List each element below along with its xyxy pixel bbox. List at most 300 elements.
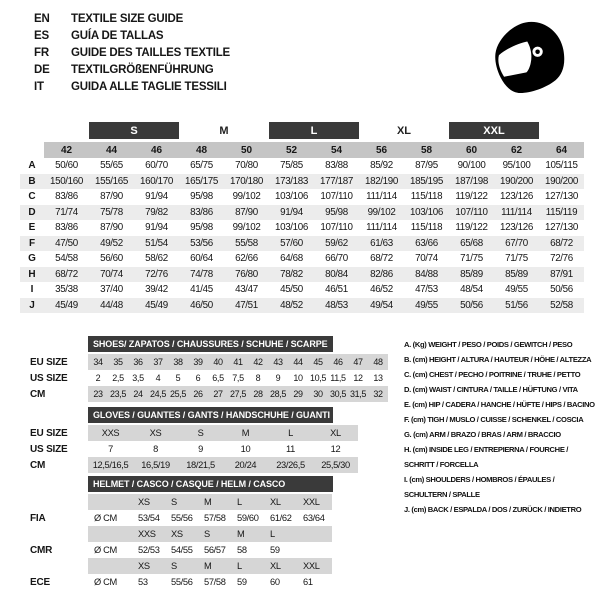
- size-group-XL: XL: [396, 124, 412, 137]
- size-cell: 107/110: [455, 206, 488, 218]
- helmet-icon: [486, 12, 572, 107]
- legend-item: I. (cm) SHOULDERS / HOMBROS / ÉPAULES / SCHULTERN / SPALLE: [404, 475, 555, 499]
- size-cell: 60/70: [145, 160, 168, 172]
- cell: 34: [88, 354, 108, 370]
- cell-prefix: Ø CM: [94, 577, 117, 587]
- size-number-cell: 50: [224, 142, 269, 158]
- helmet-row-cmr: [20, 542, 332, 558]
- table-row-us-size: [20, 370, 388, 386]
- helmet-title-wrap: [88, 476, 332, 493]
- row-label: CMR: [30, 544, 53, 556]
- cell-prefix: [88, 558, 134, 574]
- size-row-H: [20, 267, 584, 283]
- cell: 12,5/16,5: [88, 457, 133, 473]
- size-cell: 95/98: [190, 191, 213, 203]
- size-cell: 115/118: [410, 191, 443, 203]
- cell: S: [178, 425, 223, 441]
- size-group-M: M: [219, 124, 229, 137]
- size-cell: 47/51: [235, 299, 258, 311]
- cell: 20/24: [223, 457, 268, 473]
- size-cell: 185/195: [410, 175, 443, 187]
- size-row-F: [20, 236, 584, 252]
- size-cell: 71/75: [505, 253, 528, 265]
- cell: 10: [240, 444, 251, 454]
- cell: M: [223, 425, 268, 441]
- size-cell: 95/98: [325, 206, 348, 218]
- cell: 36: [128, 354, 148, 370]
- cell: L: [233, 494, 266, 510]
- size-cell: 50/60: [55, 160, 78, 172]
- cell: 45: [308, 354, 328, 370]
- cell: 30: [308, 386, 328, 402]
- spacer: [20, 407, 88, 424]
- size-cell: 75/78: [100, 206, 123, 218]
- size-cell: 87/95: [415, 160, 438, 172]
- cell: 54/55: [171, 545, 193, 555]
- size-cell: 115/118: [410, 222, 443, 234]
- size-cell: 182/190: [365, 175, 398, 187]
- size-cell: 87/90: [100, 191, 123, 203]
- cell: 28: [248, 386, 268, 402]
- cell: XS: [134, 494, 167, 510]
- cell: 32: [368, 386, 388, 402]
- size-row-G: [20, 251, 584, 267]
- cell: S: [167, 558, 200, 574]
- size-cell: 46/51: [325, 284, 348, 296]
- cell: 43: [268, 354, 288, 370]
- shoes-title-wrap: [88, 336, 388, 353]
- cell: XXL: [299, 558, 332, 574]
- size-cell: 87/90: [235, 206, 258, 218]
- size-cell: 111/114: [366, 222, 397, 234]
- size-cell: 99/102: [367, 206, 396, 218]
- size-cell: 83/88: [325, 160, 348, 172]
- cell: XL: [313, 425, 358, 441]
- helmet-size-row: [20, 558, 332, 574]
- size-cell: 123/126: [500, 222, 533, 234]
- size-cell: 58/62: [145, 253, 168, 265]
- helmet-row-fia: [20, 510, 332, 526]
- size-row-B: [20, 174, 584, 190]
- size-cell: 84/88: [415, 268, 438, 280]
- size-cell: 46/52: [370, 284, 393, 296]
- size-letter-row: [20, 122, 584, 142]
- size-cell: 160/170: [140, 175, 173, 187]
- size-cell: 55/58: [235, 237, 258, 249]
- size-cell: 150/160: [50, 175, 83, 187]
- cell-prefix: [88, 494, 134, 510]
- cell: 27,5: [228, 386, 248, 402]
- size-cell: 49/55: [505, 284, 528, 296]
- size-cell: 67/70: [505, 237, 528, 249]
- size-cell: 85/89: [505, 268, 528, 280]
- size-cell: 99/102: [232, 191, 261, 203]
- size-number-cell: 64: [539, 142, 584, 158]
- cell: 63/64: [303, 513, 325, 523]
- size-cell: 65/75: [190, 160, 213, 172]
- size-row-label: J: [29, 299, 35, 311]
- legend-item: H. (cm) INSIDE LEG / ENTREPIERNA / FOURCHE / SCHRITT / FORCELLA: [404, 445, 569, 469]
- cell: 25,5/30: [313, 457, 358, 473]
- gloves-header-row: [20, 407, 358, 424]
- size-number-cell: 60: [449, 142, 494, 158]
- cell: 9: [275, 373, 281, 383]
- language-code: EN: [34, 12, 50, 25]
- cell: 59/60: [237, 513, 259, 523]
- size-row-A: [20, 158, 584, 174]
- spacer: [20, 476, 88, 493]
- size-cell: 91/94: [145, 222, 168, 234]
- cell: 25,5: [168, 386, 188, 402]
- table-row-us-size: [20, 441, 358, 457]
- cell: L: [266, 526, 299, 542]
- size-cell: 49/55: [415, 299, 438, 311]
- cell-prefix: Ø CM: [94, 545, 117, 555]
- size-number-cell: 52: [269, 142, 314, 158]
- cell: 52/53: [138, 545, 160, 555]
- size-cell: 48/54: [460, 284, 483, 296]
- cell: 56/57: [204, 545, 226, 555]
- size-cell: 111/114: [366, 191, 397, 203]
- cell: 23,5: [108, 386, 128, 402]
- gloves-title-bar: GLOVES / GUANTES / GANTS / HANDSCHUHE / GUANTI: [88, 407, 333, 423]
- cell: 18/21,5: [178, 457, 223, 473]
- size-group-blank: [44, 122, 89, 139]
- row-label: [20, 526, 88, 542]
- size-cell: 107/110: [320, 191, 353, 203]
- size-cell: 76/80: [235, 268, 258, 280]
- size-cell: 45/50: [280, 284, 303, 296]
- size-number-cell: 62: [494, 142, 539, 158]
- size-cell: 105/115: [545, 160, 578, 172]
- cell: 35: [108, 354, 128, 370]
- size-cell: 41/45: [190, 284, 213, 296]
- row-label: [20, 558, 88, 574]
- row-label: EU SIZE: [30, 427, 68, 439]
- size-cell: 37/40: [100, 284, 123, 296]
- size-cell: 47/50: [55, 237, 78, 249]
- language-code: IT: [34, 80, 44, 93]
- size-cell: 55/65: [100, 160, 123, 172]
- size-cell: 103/106: [410, 206, 443, 218]
- size-row-label: C: [28, 191, 36, 203]
- size-cell: 95/100: [502, 160, 531, 172]
- size-cell: 44/48: [100, 299, 123, 311]
- cell: M: [233, 526, 266, 542]
- gloves-rows: [20, 425, 358, 473]
- size-cell: 119/122: [455, 222, 488, 234]
- helmet-rows: [20, 494, 332, 590]
- size-row-label: G: [28, 253, 36, 265]
- cell: S: [200, 526, 233, 542]
- size-row-label: E: [28, 222, 36, 234]
- cell: L: [233, 558, 266, 574]
- size-cell: 190/200: [500, 175, 533, 187]
- helmet-size-row: [20, 526, 332, 542]
- size-cell: 85/92: [370, 160, 393, 172]
- size-table: [20, 122, 584, 313]
- size-cell: 60/64: [190, 253, 213, 265]
- size-cell: 68/72: [370, 253, 393, 265]
- cell: 31,5: [348, 386, 368, 402]
- size-cell: 90/100: [457, 160, 486, 172]
- cell: 55/56: [171, 513, 193, 523]
- legend-item: D. (cm) WAIST / CINTURA / TAILLE / HÜFTUNG / VITA: [404, 385, 578, 394]
- language-code: ES: [34, 29, 49, 42]
- shoes-header-row: [20, 336, 388, 353]
- cell: 11: [286, 444, 295, 454]
- size-cell: 43/47: [235, 284, 258, 296]
- cell: S: [167, 494, 200, 510]
- size-cell: 61/63: [370, 237, 393, 249]
- cell: 8: [255, 373, 261, 383]
- cell: 13: [373, 373, 383, 383]
- size-cell: 50/56: [460, 299, 483, 311]
- shoes-table: [20, 336, 388, 402]
- size-group-L: L: [269, 122, 359, 139]
- size-row-label: H: [28, 268, 36, 280]
- legend-item: C. (cm) CHEST / PECHO / POITRINE / TRUHE / PETTO: [404, 370, 581, 379]
- row-label: CM: [30, 459, 46, 471]
- language-code: DE: [34, 63, 50, 76]
- cell: XXS: [134, 526, 167, 542]
- cell: 39: [188, 354, 208, 370]
- table-row-cm: [20, 386, 388, 402]
- cell-prefix: [88, 526, 134, 542]
- size-number-cell: 46: [134, 142, 179, 158]
- helmet-title-bar: HELMET / CASCO / CASQUE / HELM / CASCO: [88, 476, 333, 492]
- size-row-C: [20, 189, 584, 205]
- size-cell: 79/82: [145, 206, 168, 218]
- size-row-label: F: [28, 237, 36, 249]
- cell: 23/26,5: [268, 457, 313, 473]
- size-cell: 91/94: [280, 206, 303, 218]
- cell: XS: [167, 526, 200, 542]
- size-cell: 83/86: [55, 222, 78, 234]
- cell: 10: [293, 373, 303, 383]
- legend-item: G. (cm) ARM / BRAZO / BRAS / ARM / BRACCIO: [404, 430, 561, 439]
- size-cell: 47/53: [415, 284, 438, 296]
- cell: 60: [270, 577, 280, 587]
- legend-item: J. (cm) BACK / ESPALDA / DOS / ZURÜCK / INDIETRO: [404, 505, 582, 514]
- size-cell: 155/165: [95, 175, 128, 187]
- cell: 37: [148, 354, 168, 370]
- size-cell: 127/130: [545, 222, 578, 234]
- cell: 6: [195, 373, 201, 383]
- helmet-size-row: [20, 494, 332, 510]
- size-cell: 51/54: [145, 237, 168, 249]
- language-row: [34, 27, 230, 44]
- size-cell: 48/52: [280, 299, 303, 311]
- size-cell: 87/90: [100, 222, 123, 234]
- cell: 3,5: [132, 373, 144, 383]
- cell: 26: [188, 386, 208, 402]
- size-corner: [20, 122, 44, 142]
- size-cell: 190/200: [545, 175, 578, 187]
- size-cell: 49/52: [100, 237, 123, 249]
- row-label: US SIZE: [30, 443, 68, 455]
- cell: M: [200, 494, 233, 510]
- shoes-rows: [20, 354, 388, 402]
- cell: 41: [228, 354, 248, 370]
- row-label: CM: [30, 388, 46, 400]
- language-list: [34, 10, 230, 95]
- size-cell: 68/72: [550, 237, 573, 249]
- cell: 46: [328, 354, 348, 370]
- size-cell: 66/70: [325, 253, 348, 265]
- size-cell: 49/54: [370, 299, 393, 311]
- size-row-label: B: [28, 175, 36, 187]
- cell: 5: [175, 373, 181, 383]
- size-cell: 74/78: [190, 268, 213, 280]
- cell: 61/62: [270, 513, 292, 523]
- size-cell: 80/84: [325, 268, 348, 280]
- size-cell: 165/175: [185, 175, 218, 187]
- cell: XS: [134, 558, 167, 574]
- size-cell: 187/198: [455, 175, 488, 187]
- cell: 38: [168, 354, 188, 370]
- size-cell: 107/110: [320, 222, 353, 234]
- size-cell: 59/62: [325, 237, 348, 249]
- language-row: [34, 61, 230, 78]
- size-row-E: [20, 220, 584, 236]
- cell: 11,5: [330, 373, 346, 383]
- language-title: GUÍA DE TALLAS: [71, 29, 164, 42]
- size-row-J: [20, 298, 584, 314]
- size-cell: 70/80: [235, 160, 258, 172]
- cell: 55/56: [171, 577, 193, 587]
- cell: 30,5: [328, 386, 348, 402]
- size-cell: 177/187: [320, 175, 353, 187]
- size-cell: 62/66: [235, 253, 258, 265]
- measurement-legend: [404, 337, 599, 517]
- cell: 27: [208, 386, 228, 402]
- size-number-row: [20, 142, 584, 158]
- size-cell: 71/75: [460, 253, 483, 265]
- size-cell: 50/56: [550, 284, 573, 296]
- language-title: TEXTILE SIZE GUIDE: [71, 12, 184, 25]
- cell: 53: [138, 577, 148, 587]
- cell: 42: [248, 354, 268, 370]
- cell: 23: [88, 386, 108, 402]
- cell: 12: [330, 444, 341, 454]
- size-cell: 123/126: [500, 191, 533, 203]
- language-row: [34, 44, 230, 61]
- size-cell: 68/72: [55, 268, 78, 280]
- size-number-cell: 56: [359, 142, 404, 158]
- size-corner: [20, 142, 44, 158]
- spacer: [20, 336, 88, 353]
- size-cell: 53/56: [190, 237, 213, 249]
- row-label: [20, 494, 88, 510]
- size-cell: 103/106: [275, 191, 308, 203]
- cell: 6,5: [212, 373, 224, 383]
- size-cell: 48/53: [325, 299, 348, 311]
- table-row-eu-size: [20, 354, 388, 370]
- legend-item: A. (Kg) WEIGHT / PESO / POIDS / GEWITCH / PESO: [404, 340, 573, 349]
- size-cell: 57/60: [280, 237, 303, 249]
- cell: 12: [353, 373, 363, 383]
- table-row-eu-size: [20, 425, 358, 441]
- size-cell: 70/74: [415, 253, 438, 265]
- size-cell: 91/94: [145, 191, 168, 203]
- size-cell: 111/114: [501, 206, 532, 218]
- size-cell: 115/119: [545, 206, 578, 218]
- size-number-cell: 44: [89, 142, 134, 158]
- size-cell: 54/58: [55, 253, 78, 265]
- size-cell: 63/66: [415, 237, 438, 249]
- size-number-cell: 48: [179, 142, 224, 158]
- cell: [299, 526, 332, 542]
- cell-prefix: Ø CM: [94, 513, 117, 523]
- size-group-blank: [539, 122, 584, 139]
- size-cell: 95/98: [190, 222, 213, 234]
- row-label: EU SIZE: [30, 356, 68, 368]
- size-group-S: S: [89, 122, 179, 139]
- size-number-cell: 54: [314, 142, 359, 158]
- cell: 10,5: [309, 373, 327, 383]
- size-group-XXL: XXL: [449, 122, 539, 139]
- language-title: GUIDE DES TAILLES TEXTILE: [71, 46, 230, 59]
- cell: 4: [155, 373, 161, 383]
- cell: 58: [237, 545, 247, 555]
- language-row: [34, 10, 230, 27]
- cell: 7,5: [232, 373, 244, 383]
- legend-item: E. (cm) HIP / CADERA / HANCHE / HÜFTE / HIPS / BACINO: [404, 400, 595, 409]
- cell: [299, 542, 332, 558]
- cell: 24,5: [148, 386, 168, 402]
- size-cell: 87/91: [550, 268, 573, 280]
- cell: 8: [153, 444, 158, 454]
- cell: 9: [198, 444, 203, 454]
- gloves-table: [20, 407, 358, 473]
- size-cell: 46/50: [190, 299, 213, 311]
- cell: 2: [95, 373, 101, 383]
- size-cell: 64/68: [280, 253, 303, 265]
- cell: 29: [288, 386, 308, 402]
- language-title: TEXTILGRÖßENFÜHRUNG: [71, 63, 214, 76]
- helmet-row-ece: [20, 574, 332, 590]
- size-cell: 51/56: [505, 299, 528, 311]
- size-cell: 75/85: [280, 160, 303, 172]
- size-cell: 173/183: [275, 175, 308, 187]
- cell: XL: [266, 494, 299, 510]
- size-row-label: I: [30, 284, 34, 296]
- shoes-title-bar: SHOES/ ZAPATOS / CHAUSSURES / SCHUHE / SCARPE: [88, 336, 333, 352]
- row-label: ECE: [30, 576, 50, 588]
- row-label: US SIZE: [30, 372, 68, 384]
- table-row-cm: [20, 457, 358, 473]
- size-row-D: [20, 205, 584, 221]
- cell: 24: [128, 386, 148, 402]
- size-cell: 99/102: [232, 222, 261, 234]
- size-row-label: D: [28, 206, 36, 218]
- cell: XXL: [299, 494, 332, 510]
- language-code: FR: [34, 46, 49, 59]
- row-label: FIA: [30, 512, 46, 524]
- size-cell: 103/106: [275, 222, 308, 234]
- cell: 59: [270, 545, 280, 555]
- cell: 59: [237, 577, 247, 587]
- cell: 57/58: [204, 513, 226, 523]
- size-cell: 52/58: [550, 299, 573, 311]
- size-row-label: A: [28, 160, 36, 172]
- cell: 28,5: [268, 386, 288, 402]
- cell: 57/58: [204, 577, 226, 587]
- size-cell: 71/74: [55, 206, 78, 218]
- cell: 44: [288, 354, 308, 370]
- size-cell: 119/122: [455, 191, 488, 203]
